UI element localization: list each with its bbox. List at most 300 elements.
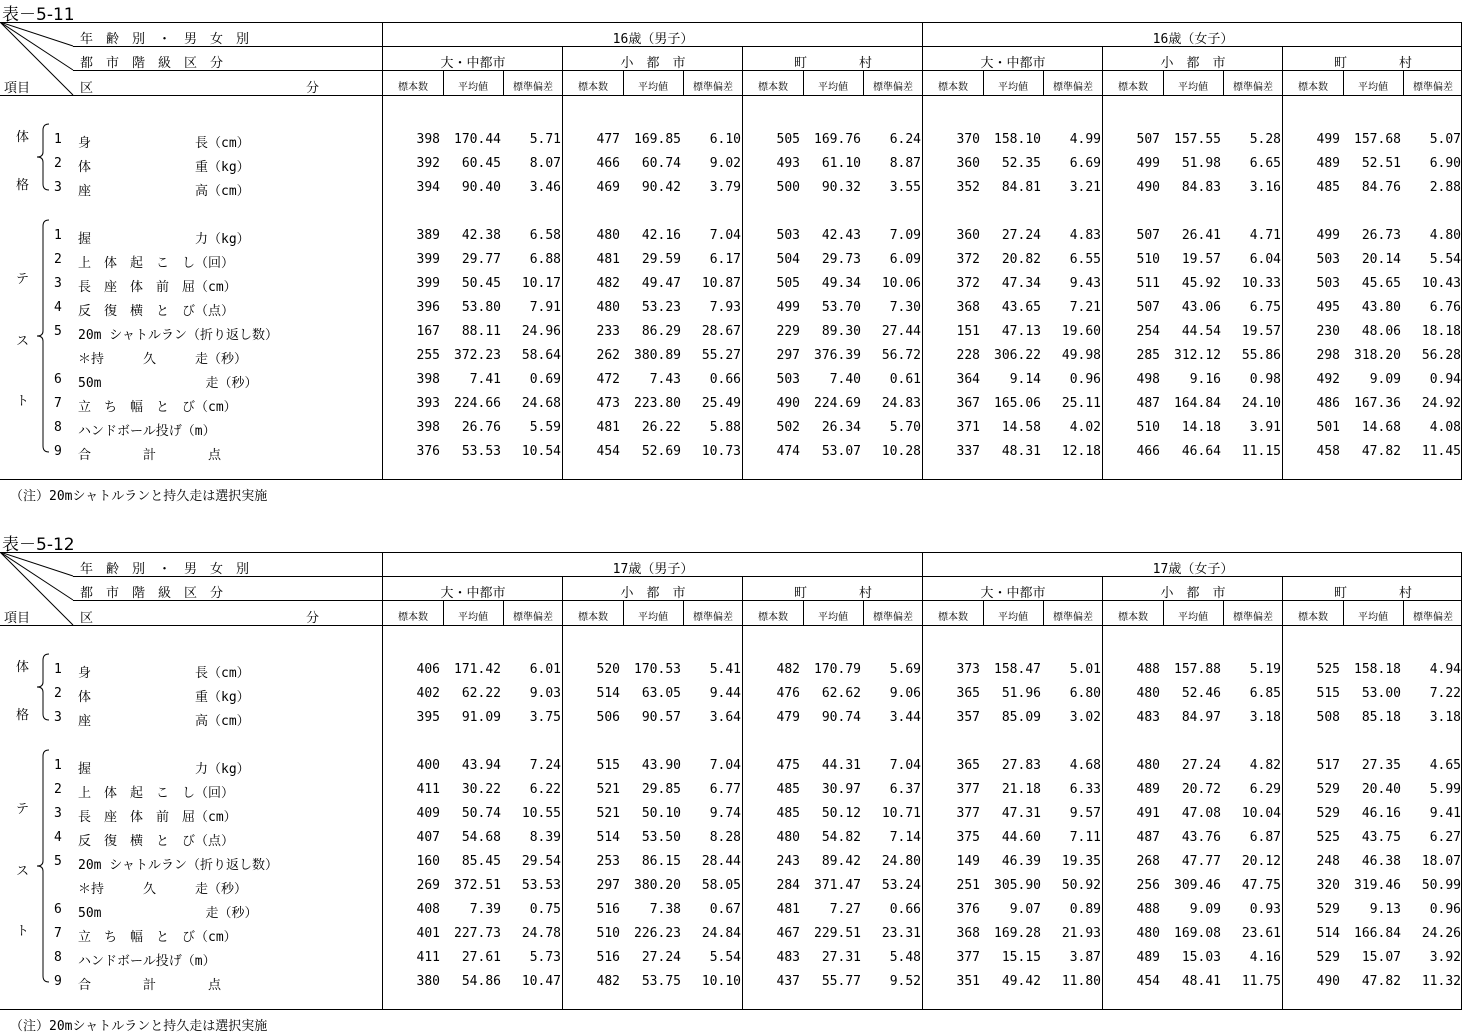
table-cell: 489 (1136, 950, 1160, 965)
table-cell: 15.07 (1361, 950, 1401, 965)
row-name: 長 座 体 前 屈（cm） (78, 280, 237, 295)
table-cell: 223.80 (634, 396, 681, 411)
table-cell: 480 (1136, 926, 1160, 941)
row-name: 上 体 起 こ し（回） (78, 786, 235, 801)
table-cell: 27.24 (1181, 758, 1221, 773)
table-cell: 10.04 (1241, 806, 1281, 821)
row-name: 20m シャトルラン（折り返し数） (78, 328, 279, 343)
table-cell: 482 (596, 974, 620, 989)
city-header: 小 都 市 (620, 56, 686, 71)
table-cell: 90.42 (641, 180, 681, 195)
table-cell: 529 (1316, 806, 1340, 821)
stat-header: 標準偏差 (873, 82, 913, 93)
table-cell: 309.46 (1174, 878, 1221, 893)
header-item: 項目 (4, 611, 31, 626)
header-city-class: 都 市 階 級 区 分 (80, 586, 224, 601)
table-cell: 160 (416, 854, 440, 869)
table-cell: 91.09 (461, 710, 501, 725)
table-cell: 29.85 (641, 782, 681, 797)
table-cell: 24.78 (521, 926, 561, 941)
stat-header: 標準偏差 (1233, 82, 1273, 93)
table-cell: 54.82 (821, 830, 861, 845)
table-cell: 6.65 (1249, 156, 1281, 171)
table-cell: 268 (1136, 854, 1160, 869)
row-name: ＊持 久 走（秒） (78, 882, 248, 897)
table-cell: 297 (596, 878, 620, 893)
table-cell: 28.67 (701, 324, 741, 339)
table-note: （注）20mシャトルランと持久走は選択実施 (10, 1019, 268, 1034)
table-cell: 9.57 (1069, 806, 1101, 821)
stat-header: 標本数 (398, 612, 428, 623)
table-cell: 377 (956, 806, 980, 821)
table-cell: 20.72 (1181, 782, 1221, 797)
table-cell: 5.73 (529, 950, 561, 965)
table-cell: 18.07 (1421, 854, 1461, 869)
table-cell: 372 (956, 252, 980, 267)
table-cell: 6.27 (1429, 830, 1461, 845)
table-cell: 6.09 (889, 252, 921, 267)
table-cell: 243 (776, 854, 800, 869)
row-number: 1 (54, 132, 62, 147)
table-cell: 0.61 (889, 372, 921, 387)
table-cell: 377 (956, 782, 980, 797)
table-cell: 485 (1316, 180, 1340, 195)
table-cell: 7.43 (649, 372, 681, 387)
table-cell: 503 (1316, 276, 1340, 291)
table-cell: 9.09 (1189, 902, 1221, 917)
table-cell: 514 (1316, 926, 1340, 941)
table-cell: 487 (1136, 396, 1160, 411)
table-cell: 8.87 (889, 156, 921, 171)
table-cell: 376 (956, 902, 980, 917)
table-cell: 167.36 (1354, 396, 1401, 411)
table-cell: 27.83 (1001, 758, 1041, 773)
table-cell: 24.26 (1421, 926, 1461, 941)
header-item: 項目 (4, 81, 31, 96)
table-cell: 4.94 (1429, 662, 1461, 677)
table-cell: 8.39 (529, 830, 561, 845)
header-city-class: 都 市 階 級 区 分 (80, 56, 224, 71)
table-cell: 49.42 (1001, 974, 1041, 989)
table-cell: 520 (596, 662, 620, 677)
table-cell: 0.75 (529, 902, 561, 917)
stat-header: 平均値 (638, 82, 668, 93)
table-cell: 255 (416, 348, 440, 363)
row-name: 身 長（cm） (78, 136, 250, 151)
table-cell: 10.54 (521, 444, 561, 459)
table-cell: 19.57 (1241, 324, 1281, 339)
stat-header: 平均値 (458, 82, 488, 93)
table-cell: 169.76 (814, 132, 861, 147)
category-label-body: 格 (16, 178, 30, 193)
stat-header: 平均値 (818, 82, 848, 93)
table-cell: 506 (596, 710, 620, 725)
table-cell: 503 (776, 228, 800, 243)
table-cell: 0.69 (529, 372, 561, 387)
stat-header: 平均値 (638, 612, 668, 623)
table-cell: 45.92 (1181, 276, 1221, 291)
city-header: 小 都 市 (620, 586, 686, 601)
table-cell: 24.92 (1421, 396, 1461, 411)
table-cell: 407 (416, 830, 440, 845)
table-cell: 7.93 (709, 300, 741, 315)
table-cell: 3.87 (1069, 950, 1101, 965)
table-cell: 42.16 (641, 228, 681, 243)
table-cell: 6.37 (889, 782, 921, 797)
row-name: 長 座 体 前 屈（cm） (78, 810, 237, 825)
table-cell: 11.32 (1421, 974, 1461, 989)
table-cell: 505 (776, 132, 800, 147)
table-cell: 54.68 (461, 830, 501, 845)
table-cell: 472 (596, 372, 620, 387)
table-cell: 90.74 (821, 710, 861, 725)
table-block (0, 530, 1463, 1033)
row-name: 合 計 点 (78, 978, 222, 993)
table-cell: 47.31 (1001, 806, 1041, 821)
table-cell: 253 (596, 854, 620, 869)
table-cell: 262 (596, 348, 620, 363)
table-cell: 62.62 (821, 686, 861, 701)
table-cell: 50.99 (1421, 878, 1461, 893)
table-cell: 499 (1316, 132, 1340, 147)
table-cell: 158.18 (1354, 662, 1401, 677)
table-cell: 4.02 (1069, 420, 1101, 435)
table-cell: 47.77 (1181, 854, 1221, 869)
stat-header: 標準偏差 (1053, 82, 1093, 93)
table-cell: 6.76 (1429, 300, 1461, 315)
table-cell: 53.07 (821, 444, 861, 459)
table-cell: 493 (776, 156, 800, 171)
table-cell: 20.14 (1361, 252, 1401, 267)
table-cell: 55.77 (821, 974, 861, 989)
table-cell: 24.83 (881, 396, 921, 411)
table-cell: 487 (1136, 830, 1160, 845)
table-cell: 3.92 (1429, 950, 1461, 965)
table-cell: 0.66 (889, 902, 921, 917)
table-cell: 503 (1316, 252, 1340, 267)
table-cell: 28.44 (701, 854, 741, 869)
table-cell: 167 (416, 324, 440, 339)
table-cell: 9.07 (1009, 902, 1041, 917)
table-cell: 44.31 (821, 758, 861, 773)
table-cell: 9.02 (709, 156, 741, 171)
stat-header: 平均値 (1358, 82, 1388, 93)
table-cell: 284 (776, 878, 800, 893)
sex-group-header: 16歳（女子） (1152, 32, 1234, 47)
table-cell: 27.35 (1361, 758, 1401, 773)
table-cell: 50.12 (821, 806, 861, 821)
row-name: 立 ち 幅 と び（cm） (78, 930, 237, 945)
table-cell: 489 (1316, 156, 1340, 171)
table-cell: 85.18 (1361, 710, 1401, 725)
table-cell: 27.31 (821, 950, 861, 965)
table-cell: 0.94 (1429, 372, 1461, 387)
row-name: 反 復 横 と び（点） (78, 834, 235, 849)
table-cell: 9.09 (1369, 372, 1401, 387)
row-number: 2 (54, 252, 62, 267)
table-cell: 394 (416, 180, 440, 195)
table-cell: 411 (416, 950, 440, 965)
row-number: 7 (54, 926, 62, 941)
table-cell: 43.06 (1181, 300, 1221, 315)
sex-group-header: 17歳（女子） (1152, 562, 1234, 577)
row-name: 反 復 横 と び（点） (78, 304, 235, 319)
table-cell: 7.21 (1069, 300, 1101, 315)
table-cell: 3.91 (1249, 420, 1281, 435)
category-label-body: 体 (16, 130, 30, 145)
table-cell: 481 (596, 420, 620, 435)
stat-header: 標本数 (1298, 82, 1328, 93)
row-number: 5 (54, 324, 62, 339)
table-cell: 20.82 (1001, 252, 1041, 267)
category-label-body: 体 (16, 660, 30, 675)
table-cell: 170.44 (454, 132, 501, 147)
row-number: 3 (54, 180, 62, 195)
table-cell: 90.57 (641, 710, 681, 725)
category-label-body: 格 (16, 708, 30, 723)
table-cell: 10.71 (881, 806, 921, 821)
table-cell: 164.84 (1174, 396, 1221, 411)
table-cell: 516 (596, 950, 620, 965)
row-number: 7 (54, 396, 62, 411)
table-cell: 6.10 (709, 132, 741, 147)
table-cell: 23.61 (1241, 926, 1281, 941)
table-cell: 62.22 (461, 686, 501, 701)
table-cell: 489 (1136, 782, 1160, 797)
table-cell: 5.99 (1429, 782, 1461, 797)
table-cell: 53.53 (461, 444, 501, 459)
city-header: 町 村 (1333, 586, 1412, 601)
table-cell: 395 (416, 710, 440, 725)
table-cell: 371 (956, 420, 980, 435)
table-cell: 498 (1136, 372, 1160, 387)
table-cell: 500 (776, 180, 800, 195)
table-cell: 10.28 (881, 444, 921, 459)
table-cell: 24.96 (521, 324, 561, 339)
table-cell: 42.43 (821, 228, 861, 243)
table-cell: 297 (776, 348, 800, 363)
table-cell: 483 (776, 950, 800, 965)
table-cell: 14.68 (1361, 420, 1401, 435)
table-cell: 3.02 (1069, 710, 1101, 725)
table-cell: 6.80 (1069, 686, 1101, 701)
table-cell: 365 (956, 686, 980, 701)
table-cell: 9.43 (1069, 276, 1101, 291)
table-cell: 399 (416, 252, 440, 267)
header-age-sex: 年 齢 別 ・ 男 女 別 (80, 562, 250, 577)
table-cell: 9.74 (709, 806, 741, 821)
table-cell: 515 (1316, 686, 1340, 701)
table-cell: 53.24 (881, 878, 921, 893)
table-note: （注）20mシャトルランと持久走は選択実施 (10, 489, 268, 504)
table-cell: 10.55 (521, 806, 561, 821)
category-braces (0, 530, 60, 1010)
table-cell: 475 (776, 758, 800, 773)
table-cell: 10.06 (881, 276, 921, 291)
table-cell: 0.67 (709, 902, 741, 917)
table-cell: 319.46 (1354, 878, 1401, 893)
table-cell: 55.27 (701, 348, 741, 363)
table-cell: 4.08 (1429, 420, 1461, 435)
table-cell: 30.22 (461, 782, 501, 797)
stat-header: 平均値 (1358, 612, 1388, 623)
city-header: 町 村 (1333, 56, 1412, 71)
table-cell: 373 (956, 662, 980, 677)
table-cell: 508 (1316, 710, 1340, 725)
stat-header: 標本数 (578, 82, 608, 93)
table-cell: 380.89 (634, 348, 681, 363)
table-cell: 499 (1136, 156, 1160, 171)
table-block (0, 0, 1463, 503)
table-cell: 480 (596, 300, 620, 315)
table-cell: 5.70 (889, 420, 921, 435)
row-name: 立 ち 幅 と び（cm） (78, 400, 237, 415)
table-cell: 6.87 (1249, 830, 1281, 845)
table-cell: 229.51 (814, 926, 861, 941)
table-cell: 88.11 (461, 324, 501, 339)
row-name: 合 計 点 (78, 448, 222, 463)
table-cell: 47.82 (1361, 444, 1401, 459)
table-cell: 305.90 (994, 878, 1041, 893)
table-cell: 165.06 (994, 396, 1041, 411)
table-cell: 43.75 (1361, 830, 1401, 845)
table-cell: 377 (956, 950, 980, 965)
table-cell: 406 (416, 662, 440, 677)
table-cell: 507 (1136, 300, 1160, 315)
table-cell: 7.04 (709, 228, 741, 243)
category-label-test: ト (16, 924, 30, 939)
table-cell: 54.86 (461, 974, 501, 989)
table-cell: 157.68 (1354, 132, 1401, 147)
table-cell: 53.50 (641, 830, 681, 845)
stat-header: 標本数 (938, 612, 968, 623)
table-cell: 9.14 (1009, 372, 1041, 387)
city-header: 小 都 市 (1160, 586, 1226, 601)
table-cell: 0.96 (1069, 372, 1101, 387)
table-cell: 86.15 (641, 854, 681, 869)
table-cell: 4.71 (1249, 228, 1281, 243)
table-cell: 149 (956, 854, 980, 869)
table-cell: 7.38 (649, 902, 681, 917)
row-number: 6 (54, 372, 62, 387)
table-cell: 48.06 (1361, 324, 1401, 339)
table-cell: 510 (1136, 420, 1160, 435)
stat-header: 標本数 (578, 612, 608, 623)
table-cell: 389 (416, 228, 440, 243)
table-cell: 10.73 (701, 444, 741, 459)
row-number: 5 (54, 854, 62, 869)
table-cell: 151 (956, 324, 980, 339)
table-cell: 3.46 (529, 180, 561, 195)
category-label-test: ト (16, 394, 30, 409)
table-cell: 53.53 (521, 878, 561, 893)
table-cell: 46.38 (1361, 854, 1401, 869)
table-cell: 51.96 (1001, 686, 1041, 701)
table-cell: 6.88 (529, 252, 561, 267)
table-cell: 27.44 (881, 324, 921, 339)
table-cell: 368 (956, 300, 980, 315)
table-cell: 50.10 (641, 806, 681, 821)
table-cell: 505 (776, 276, 800, 291)
table-cell: 61.10 (821, 156, 861, 171)
table-cell: 169.85 (634, 132, 681, 147)
table-cell: 58.64 (521, 348, 561, 363)
table-cell: 482 (596, 276, 620, 291)
row-number: 4 (54, 830, 62, 845)
table-cell: 23.31 (881, 926, 921, 941)
table-cell: 480 (776, 830, 800, 845)
table-cell: 6.69 (1069, 156, 1101, 171)
table-cell: 171.42 (454, 662, 501, 677)
row-name: ＊持 久 走（秒） (78, 352, 248, 367)
table-cell: 7.41 (469, 372, 501, 387)
row-name: 握 力（kg） (78, 232, 250, 247)
table-cell: 9.13 (1369, 902, 1401, 917)
table-cell: 372.51 (454, 878, 501, 893)
table-cell: 90.32 (821, 180, 861, 195)
table-cell: 26.76 (461, 420, 501, 435)
table-cell: 466 (1136, 444, 1160, 459)
sex-group-header: 17歳（男子） (612, 562, 694, 577)
table-cell: 29.77 (461, 252, 501, 267)
table-cell: 380 (416, 974, 440, 989)
row-number: 2 (54, 782, 62, 797)
table-cell: 516 (596, 902, 620, 917)
row-name: 座 高（cm） (78, 184, 250, 199)
table-cell: 85.09 (1001, 710, 1041, 725)
stat-header: 標本数 (938, 82, 968, 93)
table-cell: 481 (596, 252, 620, 267)
table-cell: 53.75 (641, 974, 681, 989)
row-number: 3 (54, 806, 62, 821)
table-cell: 507 (1136, 228, 1160, 243)
category-label-test: テ (16, 272, 30, 287)
table-cell: 47.08 (1181, 806, 1221, 821)
row-number: 2 (54, 156, 62, 171)
table-cell: 8.07 (529, 156, 561, 171)
table-cell: 473 (596, 396, 620, 411)
table-cell: 3.55 (889, 180, 921, 195)
table-cell: 229 (776, 324, 800, 339)
table-cell: 5.69 (889, 662, 921, 677)
table-cell: 402 (416, 686, 440, 701)
table-cell: 6.75 (1249, 300, 1281, 315)
table-cell: 365 (956, 758, 980, 773)
stat-header: 平均値 (818, 612, 848, 623)
table-cell: 481 (776, 902, 800, 917)
table-cell: 226.23 (634, 926, 681, 941)
table-cell: 499 (1316, 228, 1340, 243)
table-cell: 7.22 (1429, 686, 1461, 701)
table-cell: 7.39 (469, 902, 501, 917)
table-cell: 6.85 (1249, 686, 1281, 701)
table-cell: 43.90 (641, 758, 681, 773)
table-cell: 19.35 (1061, 854, 1101, 869)
table-cell: 320 (1316, 878, 1340, 893)
table-cell: 43.65 (1001, 300, 1041, 315)
table-cell: 53.70 (821, 300, 861, 315)
table-cell: 170.53 (634, 662, 681, 677)
table-cell: 27.61 (461, 950, 501, 965)
table-cell: 529 (1316, 902, 1340, 917)
table-cell: 89.42 (821, 854, 861, 869)
stat-header: 平均値 (998, 612, 1028, 623)
table-cell: 29.73 (821, 252, 861, 267)
stat-header: 標準偏差 (1053, 612, 1093, 623)
table-cell: 467 (776, 926, 800, 941)
table-cell: 372 (956, 276, 980, 291)
table-cell: 25.11 (1061, 396, 1101, 411)
